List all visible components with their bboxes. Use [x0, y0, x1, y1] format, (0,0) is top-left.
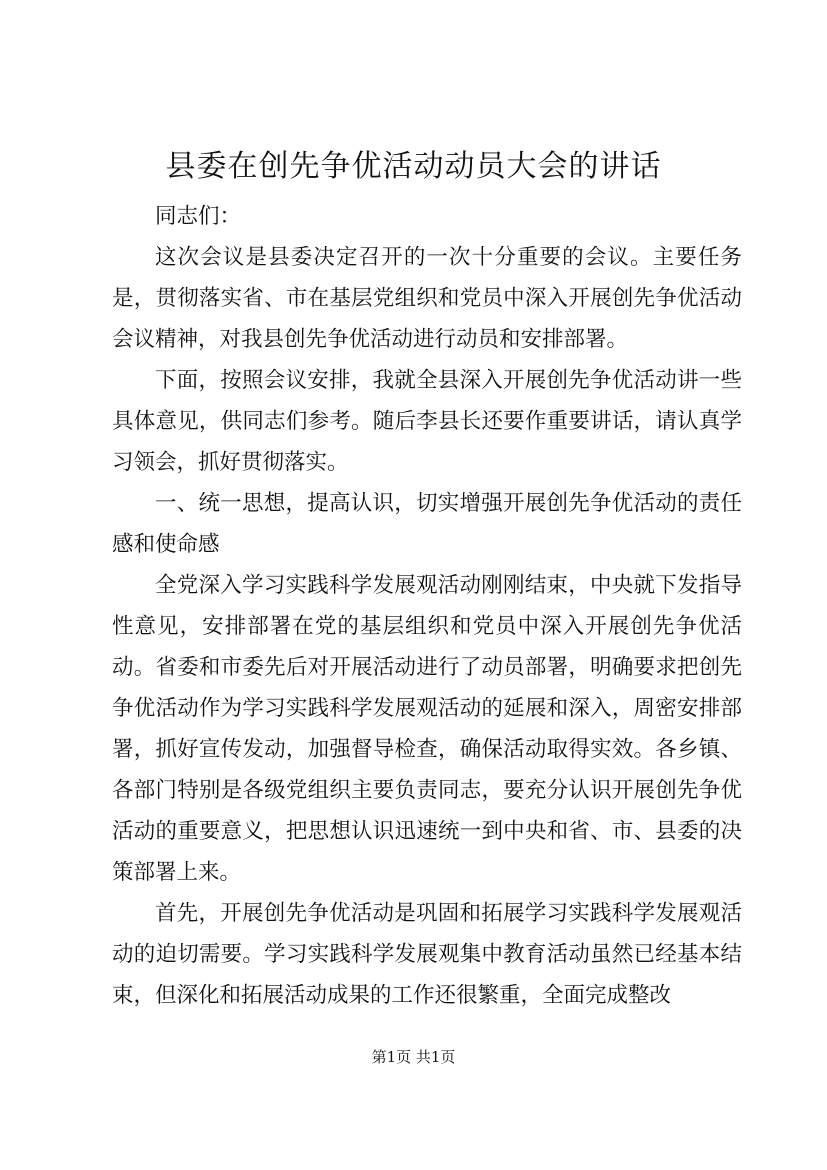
- document-title: 县委在创先争优活动动员大会的讲话: [165, 149, 662, 184]
- document-body: [112, 196, 742, 1016]
- page-number-footer: 第1页 共1页: [371, 1048, 456, 1066]
- paragraph-3: 全党深入学习实践科学发展观活动刚刚结束，中央就下发指导性意见，安排部署在党的基层组织和党员中深入开展创先争优活动。省委和市委先后对开展活动进行了动员部署，明确要求把创先争优活动作为学习实践科学发展观活动的延展和深入，周密安排部署，抓好宣传发动，加强督导检查，确保活动取得实效。各乡镇、各部门特别是各级党组织主要负责同志，要充分认识开展创先争优活动的重要意义，把思想认识迅速统一到中央和省、市、县委的决策部署上来。: [112, 573, 742, 885]
- paragraph-4: 首先，开展创先争优活动是巩固和拓展学习实践科学发展观活动的迫切需要。学习实践科学发展观集中教育活动虽然已经基本结束，但深化和拓展活动成果的工作还很繁重，全面完成整改: [112, 901, 742, 1008]
- section-heading-1: 一、统一思想，提高认识，切实增强开展创先争优活动的责任感和使命感: [112, 491, 742, 557]
- paragraph-1: 这次会议是县委决定召开的一次十分重要的会议。主要任务是，贯彻落实省、市在基层党组织和党员中深入开展创先争优活动会议精神，对我县创先争优活动进行动员和安排部署。: [112, 245, 742, 352]
- salutation: 同志们：: [155, 204, 242, 229]
- paragraph-2: 下面，按照会议安排，我就全县深入开展创先争优活动讲一些具体意见，供同志们参考。随后李县长还要作重要讲话，请认真学习领会，抓好贯彻落实。: [112, 368, 742, 475]
